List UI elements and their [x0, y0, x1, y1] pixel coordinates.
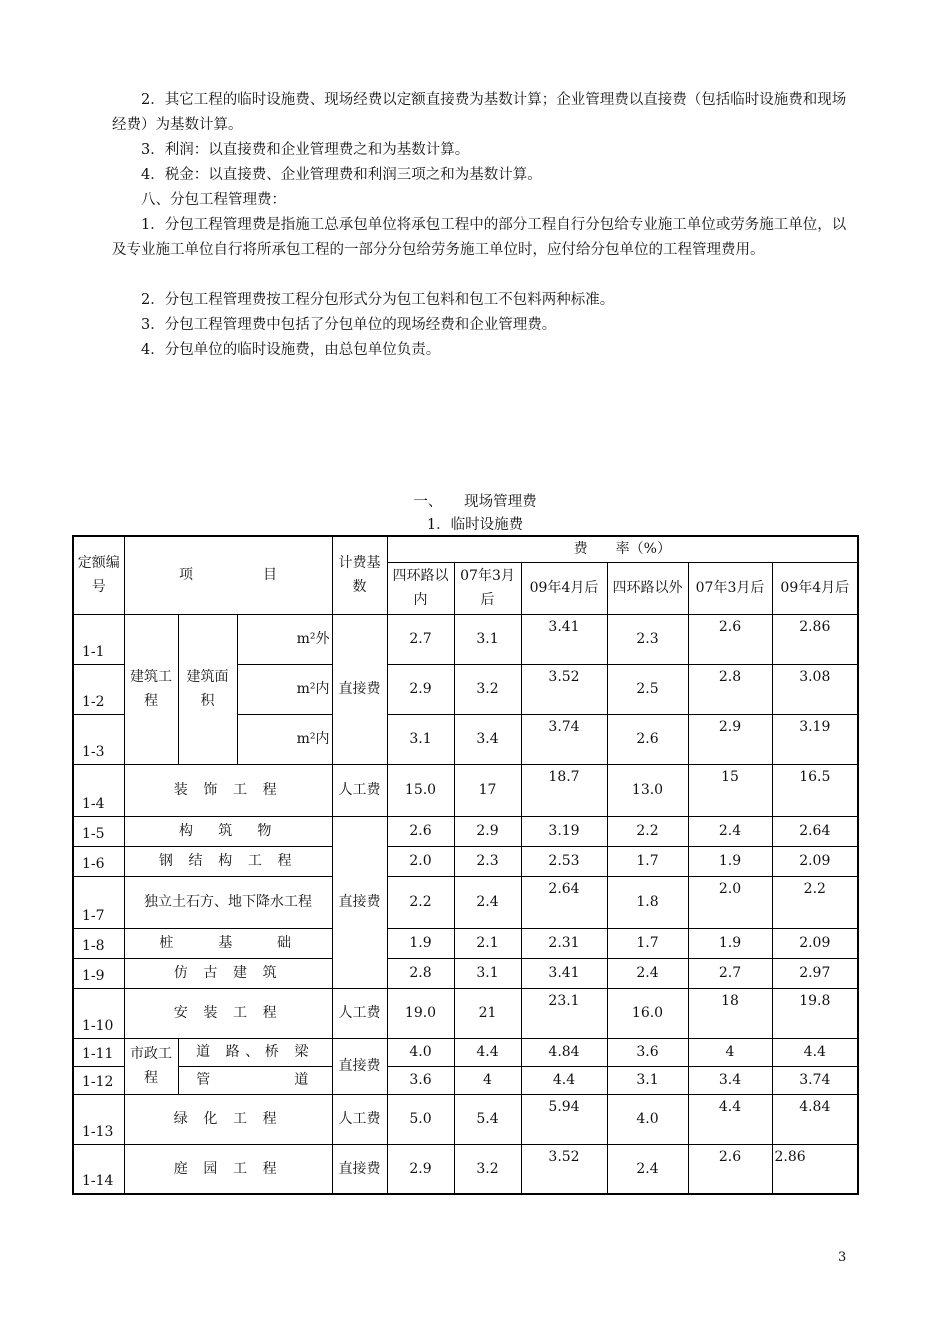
value-cell: 16.5 [772, 764, 858, 816]
item-cell: 安 装 工 程 [124, 988, 332, 1038]
value-cell: 2.64 [772, 816, 858, 846]
paragraph-subcontract-heading: 八、分包工程管理费： [112, 192, 286, 208]
value-cell: 3.4 [454, 714, 521, 764]
item-cell: 钢 结 构 工 程 [124, 846, 332, 876]
header-col: 07年3月后 [454, 562, 521, 614]
item-cell: 仿 古 建 筑 [124, 958, 332, 988]
value-cell: 19.8 [772, 988, 858, 1038]
value-cell: 2.53 [521, 846, 607, 876]
value-cell: 2.0 [387, 846, 454, 876]
header-basis: 计费基数 [332, 536, 387, 614]
value-cell: 1.7 [607, 846, 688, 876]
row-code: 1-4 [73, 764, 124, 816]
value-cell: 5.4 [454, 1094, 521, 1144]
value-cell: 2.9 [387, 1144, 454, 1194]
value-cell: 2.9 [387, 664, 454, 714]
item-cell: 独立土石方、地下降水工程 [124, 876, 332, 928]
item-cell: 装 饰 工 程 [124, 764, 332, 816]
value-cell: 2.2 [772, 876, 858, 928]
value-cell: 1.8 [607, 876, 688, 928]
building-area: 建筑面积 [178, 614, 237, 764]
paragraph-temp-facility: 4．分包单位的临时设施费，由总包单位负责。 [112, 342, 441, 358]
value-cell: 19.0 [387, 988, 454, 1038]
value-cell: 4.4 [772, 1038, 858, 1066]
item-cell: 道 路、桥 梁 [178, 1038, 332, 1066]
value-cell: 2.4 [454, 876, 521, 928]
value-cell: 3.4 [688, 1066, 772, 1094]
value-cell: 18.7 [521, 764, 607, 816]
row-code: 1-12 [73, 1066, 124, 1094]
value-cell: 2.31 [521, 928, 607, 958]
header-code: 定额编号 [73, 536, 124, 614]
paragraph-profit: 3．利润：以直接费和企业管理费之和为基数计算。 [112, 142, 470, 158]
value-cell: 3.41 [521, 958, 607, 988]
page-number: 3 [838, 1250, 847, 1265]
value-cell: 5.0 [387, 1094, 454, 1144]
basis-cell: 直接费 [332, 1144, 387, 1194]
basis-cell: 人工费 [332, 764, 387, 816]
value-cell: 2.8 [688, 664, 772, 714]
value-cell: 15 [688, 764, 772, 816]
value-cell: 2.7 [387, 614, 454, 664]
row-code: 1-11 [73, 1038, 124, 1066]
value-cell: 2.2 [387, 876, 454, 928]
value-cell: 2.3 [607, 614, 688, 664]
value-cell: 1.9 [688, 928, 772, 958]
row-code: 1-8 [73, 928, 124, 958]
value-cell: 4.0 [387, 1038, 454, 1066]
value-cell: 3.1 [454, 958, 521, 988]
value-cell: 2.4 [607, 1144, 688, 1194]
basis-cell: 人工费 [332, 1094, 387, 1144]
value-cell: 18 [688, 988, 772, 1038]
value-cell: 3.08 [772, 664, 858, 714]
basis-cell: 直接费 [332, 614, 387, 764]
value-cell: 2.9 [688, 714, 772, 764]
value-cell: 17 [454, 764, 521, 816]
value-cell: 2.9 [454, 816, 521, 846]
value-cell: 3.74 [772, 1066, 858, 1094]
value-cell: 3.19 [521, 816, 607, 846]
row-code: 1-5 [73, 816, 124, 846]
value-cell: 2.4 [688, 816, 772, 846]
value-cell: 3.6 [387, 1066, 454, 1094]
item-cell: 绿 化 工 程 [124, 1094, 332, 1144]
value-cell: 3.2 [454, 664, 521, 714]
value-cell: 2.1 [454, 928, 521, 958]
row-code: 1-1 [73, 614, 124, 664]
value-cell: 3.2 [454, 1144, 521, 1194]
value-cell: 2.6 [688, 614, 772, 664]
value-cell: 2.5 [607, 664, 688, 714]
value-cell: 3.1 [454, 614, 521, 664]
header-item: 项 目 [124, 536, 332, 614]
value-cell: 2.6 [387, 816, 454, 846]
value-cell: 3.52 [521, 664, 607, 714]
value-cell: 3.52 [521, 1144, 607, 1194]
row-code: 1-2 [73, 664, 124, 714]
value-cell: 15.0 [387, 764, 454, 816]
paragraph-subcontract-includes: 3．分包工程管理费中包括了分包单位的现场经费和企业管理费。 [112, 317, 557, 333]
row-code: 1-14 [73, 1144, 124, 1194]
paragraph-subcontract-definition: 1．分包工程管理费是指施工总承包单位将承包工程中的部分工程自行分包给专业施工单位或劳务施工单位，以及专业施工单位自行将所承包工程的一部分分包给劳务施工单位时，应付给分包单位的工程管理费用。 [112, 217, 847, 258]
item-cell: 管 道 [178, 1066, 332, 1094]
value-cell: 1.7 [607, 928, 688, 958]
value-cell: 1.9 [387, 928, 454, 958]
municipal-group: 市政工程 [124, 1038, 178, 1094]
row-code: 1-10 [73, 988, 124, 1038]
value-cell: 4.4 [521, 1066, 607, 1094]
value-cell: 2.09 [772, 928, 858, 958]
value-cell: 4.84 [521, 1038, 607, 1066]
item-cell: 桩 基 础 [124, 928, 332, 958]
value-cell: 23.1 [521, 988, 607, 1038]
header-col: 07年3月后 [688, 562, 772, 614]
value-cell: 4 [454, 1066, 521, 1094]
item-cell: 庭 园 工 程 [124, 1144, 332, 1194]
value-cell: 5.94 [521, 1094, 607, 1144]
value-cell: 4.4 [688, 1094, 772, 1144]
paragraph-other-works: 2．其它工程的临时设施费、现场经费以定额直接费为基数计算；企业管理费以直接费（包括临时设施费和现场经费）为基数计算。 [112, 92, 847, 133]
value-cell: 13.0 [607, 764, 688, 816]
header-col: 四环路以外 [607, 562, 688, 614]
basis-cell: 直接费 [332, 1038, 387, 1094]
value-cell: 2.8 [387, 958, 454, 988]
value-cell: 2.09 [772, 846, 858, 876]
value-cell: 2.4 [607, 958, 688, 988]
row-code: 1-7 [73, 876, 124, 928]
value-cell: 2.7 [688, 958, 772, 988]
value-cell: 21 [454, 988, 521, 1038]
fee-rate-table [72, 535, 859, 1195]
value-cell: 3.6 [607, 1038, 688, 1066]
value-cell: 1.9 [688, 846, 772, 876]
value-cell: 16.0 [607, 988, 688, 1038]
row-code: 1-6 [73, 846, 124, 876]
row-code: 1-3 [73, 714, 124, 764]
value-cell: 2.86 [772, 614, 858, 664]
section-title: 一、 现场管理费 [413, 494, 537, 510]
basis-cell: 直接费 [332, 816, 387, 988]
value-cell: 2.86 [772, 1144, 858, 1194]
header-col: 四环路以内 [387, 562, 454, 614]
row-code: 1-9 [73, 958, 124, 988]
unit-cell: m²外 [237, 614, 332, 664]
value-cell: 3.1 [607, 1066, 688, 1094]
basis-cell: 人工费 [332, 988, 387, 1038]
value-cell: 2.6 [688, 1144, 772, 1194]
value-cell: 4.4 [454, 1038, 521, 1066]
value-cell: 4 [688, 1038, 772, 1066]
row-code: 1-13 [73, 1094, 124, 1144]
item-cell: 构 筑 物 [124, 816, 332, 846]
unit-cell: m²内 [237, 664, 332, 714]
header-rate: 费 率（%） [387, 536, 858, 562]
value-cell: 2.97 [772, 958, 858, 988]
header-col: 09年4月后 [772, 562, 858, 614]
value-cell: 3.74 [521, 714, 607, 764]
value-cell: 3.41 [521, 614, 607, 664]
value-cell: 2.3 [454, 846, 521, 876]
paragraph-tax: 4．税金：以直接费、企业管理费和利润三项之和为基数计算。 [112, 167, 542, 183]
value-cell: 4.84 [772, 1094, 858, 1144]
paragraph-subcontract-standard: 2．分包工程管理费按工程分包形式分为包工包料和包工不包料两种标准。 [112, 292, 615, 308]
unit-cell: m²内 [237, 714, 332, 764]
value-cell: 3.1 [387, 714, 454, 764]
building-group: 建筑工程 [124, 614, 178, 764]
value-cell: 2.2 [607, 816, 688, 846]
sub-title: 1．临时设施费 [426, 517, 524, 533]
value-cell: 2.6 [607, 714, 688, 764]
value-cell: 4.0 [607, 1094, 688, 1144]
value-cell: 3.19 [772, 714, 858, 764]
value-cell: 2.64 [521, 876, 607, 928]
value-cell: 2.0 [688, 876, 772, 928]
header-col: 09年4月后 [521, 562, 607, 614]
